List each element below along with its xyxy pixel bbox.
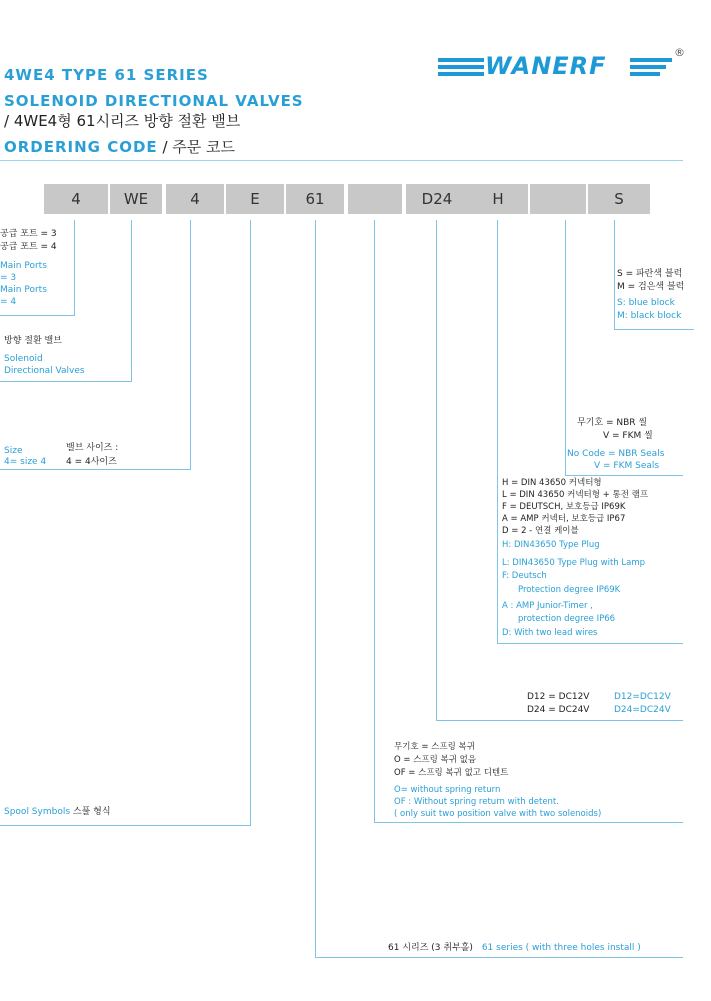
spring-kr-1: 무기호 = 스프링 복귀 (394, 742, 475, 752)
code-box-size: 4 (166, 184, 224, 214)
voltage-en-2: D24=DC24V (614, 705, 671, 715)
title-line-2: SOLENOID DIRECTIONAL VALVES (4, 92, 304, 110)
code-box-series: 61 (286, 184, 344, 214)
line-valve-h (0, 381, 132, 382)
line-spool-h (0, 825, 251, 826)
voltage-kr-1: D12 = DC12V (527, 692, 590, 702)
voltage-kr-2: D24 = DC24V (527, 705, 590, 715)
line-block (614, 220, 615, 330)
plug-kr-f: F = DEUTSCH, 보호등급 IP69K (502, 502, 626, 512)
line-spring (374, 220, 375, 823)
block-en-2: M: black block (617, 311, 682, 321)
plug-en-d: D: With two lead wires (502, 628, 598, 638)
logo-text: WANERF (485, 52, 607, 80)
line-seals (565, 220, 566, 476)
ports-en-4: = 4 (0, 297, 17, 307)
header-divider (0, 160, 683, 161)
spool-label (4, 807, 111, 818)
line-plug (497, 220, 498, 644)
title-line-1: 4WE4 TYPE 61 SERIES (4, 66, 209, 84)
code-box-we: WE (108, 184, 162, 214)
spring-en-1: O= without spring return (394, 785, 501, 795)
plug-en-l: L: DIN43650 Type Plug with Lamp (502, 558, 646, 568)
line-ports (74, 220, 75, 316)
spring-kr-2: O = 스프링 복귀 없음 (394, 755, 477, 765)
seals-en-1: No Code = NBR Seals (567, 449, 665, 459)
voltage-en-1: D12=DC12V (614, 692, 671, 702)
code-box-block: S (588, 184, 650, 214)
code-box-spring (348, 184, 402, 214)
ports-kr-1: 공급 포트 = 3 (0, 229, 57, 239)
line-spool (250, 220, 251, 826)
ports-kr-2: 공급 포트 = 4 (0, 242, 57, 252)
size-kr-2: 4 = 4사이즈 (66, 457, 117, 467)
plug-en-f2: Protection degree IP69K (518, 585, 621, 595)
line-voltage-h (436, 720, 683, 721)
spool-en: Spool Symbols (4, 807, 71, 817)
ports-en-2: = 3 (0, 273, 17, 283)
line-series (315, 220, 316, 958)
valve-en-2: Directional Valves (4, 366, 85, 376)
line-series-h (315, 957, 683, 958)
seals-kr-2: V = FKM 씰 (603, 431, 653, 441)
spool-kr: 스풀 형식 (72, 807, 111, 817)
spring-en-2: OF : Without spring return with detent. (394, 797, 559, 807)
line-plug-h (497, 643, 683, 644)
plug-en-a2: protection degree IP66 (518, 614, 616, 624)
plug-en-a: A : AMP Junior-Timer , (502, 601, 593, 611)
code-box-plug: H (468, 184, 528, 214)
plug-kr-a: A = AMP 커넥터, 보호등급 IP67 (502, 514, 626, 524)
code-box-seals (530, 184, 586, 214)
line-valve (131, 220, 132, 382)
line-size (190, 220, 191, 470)
ports-en-3: Main Ports (0, 285, 47, 295)
block-kr-1: S = 파란색 블럭 (617, 269, 683, 279)
line-ports-h (0, 315, 75, 316)
wanerf-logo (438, 46, 688, 86)
seals-en-2: V = FKM Seals (594, 461, 660, 471)
plug-kr-l: L = DIN 43650 커넥터형 + 통전 램프 (502, 490, 649, 500)
line-seals-h (565, 475, 683, 476)
ports-en-1: Main Ports (0, 261, 47, 271)
ordering-code-en: ORDERING CODE (4, 138, 158, 156)
code-box-voltage: D24 (406, 184, 468, 214)
spring-kr-3: OF = 스프링 복귀 없고 디텐트 (394, 768, 509, 778)
block-kr-2: M = 검은색 블럭 (617, 282, 685, 292)
valve-kr: 방향 절환 밸브 (4, 336, 62, 346)
plug-en-f: F: Deutsch (502, 571, 547, 581)
ordering-code-kr: / 주문 코드 (162, 138, 236, 156)
valve-en-1: Solenoid (4, 354, 43, 364)
series-label (388, 943, 641, 954)
logo-registered-mark: ® (674, 46, 685, 59)
line-size-h (0, 469, 191, 470)
code-box-spool: E (226, 184, 284, 214)
size-en-1: Size (4, 446, 23, 456)
size-en-2: 4= size 4 (4, 457, 47, 467)
spring-en-3: ( only suit two position valve with two solenoids) (394, 809, 602, 819)
ordering-code-heading (4, 136, 235, 157)
title-line-3: / 4WE4형 61시리즈 방향 절환 밸브 (4, 112, 241, 130)
size-kr-1: 밸브 사이즈 : (66, 443, 119, 453)
code-box-ports: 4 (44, 184, 108, 214)
series-kr: 61 시리즈 (3 취부홀) (388, 943, 473, 953)
plug-en-h: H: DIN43650 Type Plug (502, 540, 600, 550)
plug-kr-d: D = 2 - 연결 케이블 (502, 526, 579, 536)
block-en-1: S: blue block (617, 298, 675, 308)
line-block-h (614, 329, 694, 330)
line-voltage (436, 220, 437, 721)
line-spring-h (374, 822, 683, 823)
seals-kr-1: 무기호 = NBR 씰 (577, 418, 648, 428)
series-en: 61 series ( with three holes install ) (481, 943, 641, 953)
plug-kr-h: H = DIN 43650 커넥터형 (502, 478, 602, 488)
